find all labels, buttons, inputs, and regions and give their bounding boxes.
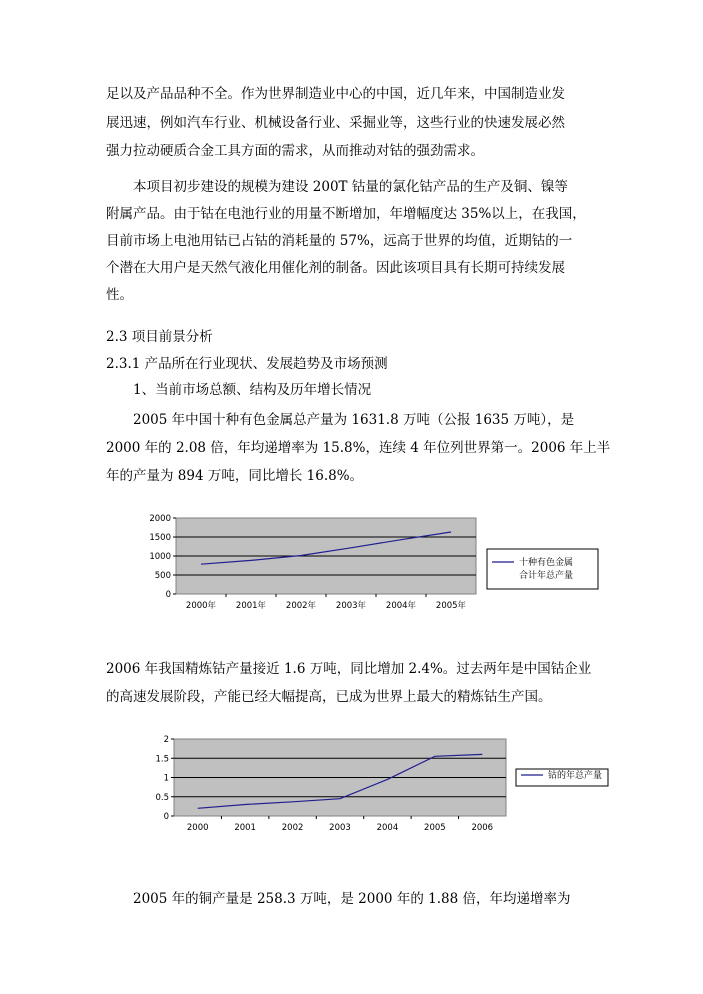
paragraph-line: 强力拉动硬质合金工具方面的需求，从而推动对钴的强劲需求。 (106, 143, 484, 159)
legend-label: 钴的年总产量 (548, 771, 603, 781)
x-tick-label: 2006 (471, 823, 494, 833)
x-tick-label: 2005年 (435, 601, 467, 611)
paragraph-line: 性。 (106, 287, 133, 303)
paragraph-line: 展迅速，例如汽车行业、机械设备行业、采掘业等，这些行业的快速发展必然 (106, 115, 565, 131)
x-tick-label: 2003 (329, 823, 351, 833)
y-tick-label: 0.5 (155, 792, 169, 803)
x-tick-label: 2002 (281, 823, 304, 833)
legend-box (487, 549, 598, 589)
section-heading: 2.3 项目前景分析 (106, 329, 213, 345)
paragraph-line: 的高速发展阶段，产能已经大幅提高，已成为世界上最大的精炼钴生产国。 (106, 689, 552, 705)
x-tick-label: 2001年 (235, 601, 267, 611)
x-tick-label: 2003年 (335, 601, 367, 611)
chart-nonferrous-output (149, 514, 598, 611)
y-tick-label: 0 (165, 590, 171, 600)
x-tick-label: 2001 (234, 823, 256, 833)
y-tick-label: 1.5 (155, 754, 169, 765)
y-tick-label: 1 (163, 773, 169, 784)
x-tick-label: 2000 (186, 823, 209, 833)
x-tick-label: 2004年 (385, 601, 417, 611)
paragraph-line: 个潜在大用户是天然气液化用催化剂的制备。因此该项目具有长期可持续发展 (106, 260, 565, 276)
paragraph-line: 年的产量为 894 万吨，同比增长 16.8%。 (106, 468, 364, 484)
list-heading: 1、当前市场总额、结构及历年增长情况 (133, 382, 372, 398)
legend-label: 合计年总产量 (519, 571, 574, 581)
x-tick-label: 2000年 (185, 601, 217, 611)
x-tick-label: 2005 (424, 823, 446, 833)
chart-cobalt-output (155, 735, 608, 833)
y-tick-label: 2 (163, 735, 169, 745)
paragraph-line: 足以及产品品种不全。作为世界制造业中心的中国，近几年来，中国制造业发 (106, 86, 565, 102)
paragraph-line: 2000 年的 2.08 倍，年均递增率为 15.8%，连续 4 年位列世界第一。2006 年上半 (106, 440, 611, 456)
paragraph-line: 2006 年我国精炼钴产量接近 1.6 万吨，同比增加 2.4%。过去两年是中国钴企业 (106, 661, 592, 677)
y-tick-label: 2000 (149, 514, 171, 524)
legend-label: 十种有色金属 (519, 558, 574, 568)
subsection-heading: 2.3.1 产品所在行业现状、发展趋势及市场预测 (106, 356, 388, 372)
y-tick-label: 500 (154, 571, 171, 581)
x-tick-label: 2004 (376, 823, 399, 833)
x-tick-label: 2002年 (285, 601, 317, 611)
y-tick-label: 1000 (149, 552, 171, 562)
y-tick-label: 0 (163, 812, 169, 822)
paragraph-line: 附属产品。由于钴在电池行业的用量不断增加，年增幅度达 35%以上，在我国， (106, 206, 586, 222)
paragraph-line: 2005 年的铜产量是 258.3 万吨，是 2000 年的 1.88 倍，年均递增率为 (133, 891, 571, 907)
paragraph-line: 2005 年中国十种有色金属总产量为 1631.8 万吨（公报 1635 万吨），是 (133, 412, 575, 428)
y-tick-label: 1500 (149, 533, 171, 543)
paragraph-line: 本项目初步建设的规模为建设 200T 钴量的氯化钴产品的生产及铜、镍等 (133, 179, 568, 195)
paragraph-line: 目前市场上电池用钴已占钴的消耗量的 57%，远高于世界的均值，近期钴的一 (106, 233, 573, 249)
